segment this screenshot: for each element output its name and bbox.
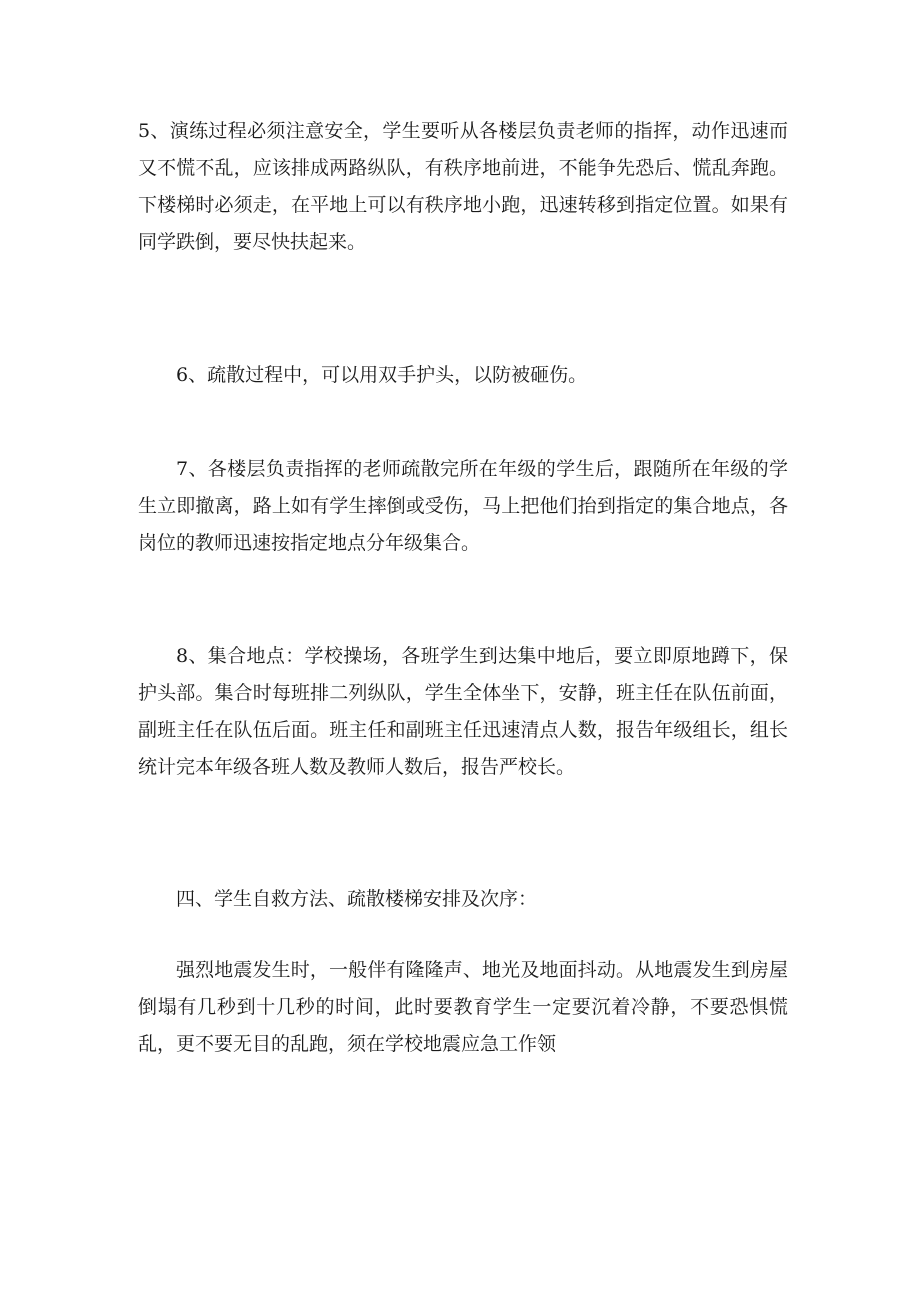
section-heading-4: 四、学生自救方法、疏散楼梯安排及次序：	[176, 888, 538, 910]
paragraph-item-7: 7、各楼层负责指挥的老师疏散完所在年级的学生后，跟随所在年级的学生立即撤离，路上如有学生摔倒或受伤，马上把他们抬到指定的集合地点，各岗位的教师迅速按指定地点分年级集合。	[138, 458, 788, 554]
paragraph-earthquake: 强烈地震发生时，一般伴有隆隆声、地光及地面抖动。从地震发生到房屋倒塌有几秒到十几秒的时间，此时要教育学生一定要沉着冷静，不要恐惧慌乱，更不要无目的乱跑，须在学校地震应急工作领	[138, 959, 788, 1055]
paragraph-item-5: 5、演练过程必须注意安全，学生要听从各楼层负责老师的指挥，动作迅速而又不慌不乱，应该排成两路纵队，有秩序地前进，不能争先恐后、慌乱奔跑。下楼梯时必须走，在平地上可以有秩序地小跑，迅速转移到指定位置。如果有同学跌倒，要尽快扶起来。	[138, 120, 788, 253]
paragraph-item-8: 8、集合地点：学校操场，各班学生到达集中地后，要立即原地蹲下，保护头部。集合时每班排二列纵队，学生全体坐下，安静，班主任在队伍前面，副班主任在队伍后面。班主任和副班主任迅速清点人数，报告年级组长，组长统计完本年级各班人数及教师人数后，报告严校长。	[138, 645, 788, 778]
paragraph-item-6: 6、疏散过程中，可以用双手护头，以防被砸伤。	[176, 364, 588, 386]
